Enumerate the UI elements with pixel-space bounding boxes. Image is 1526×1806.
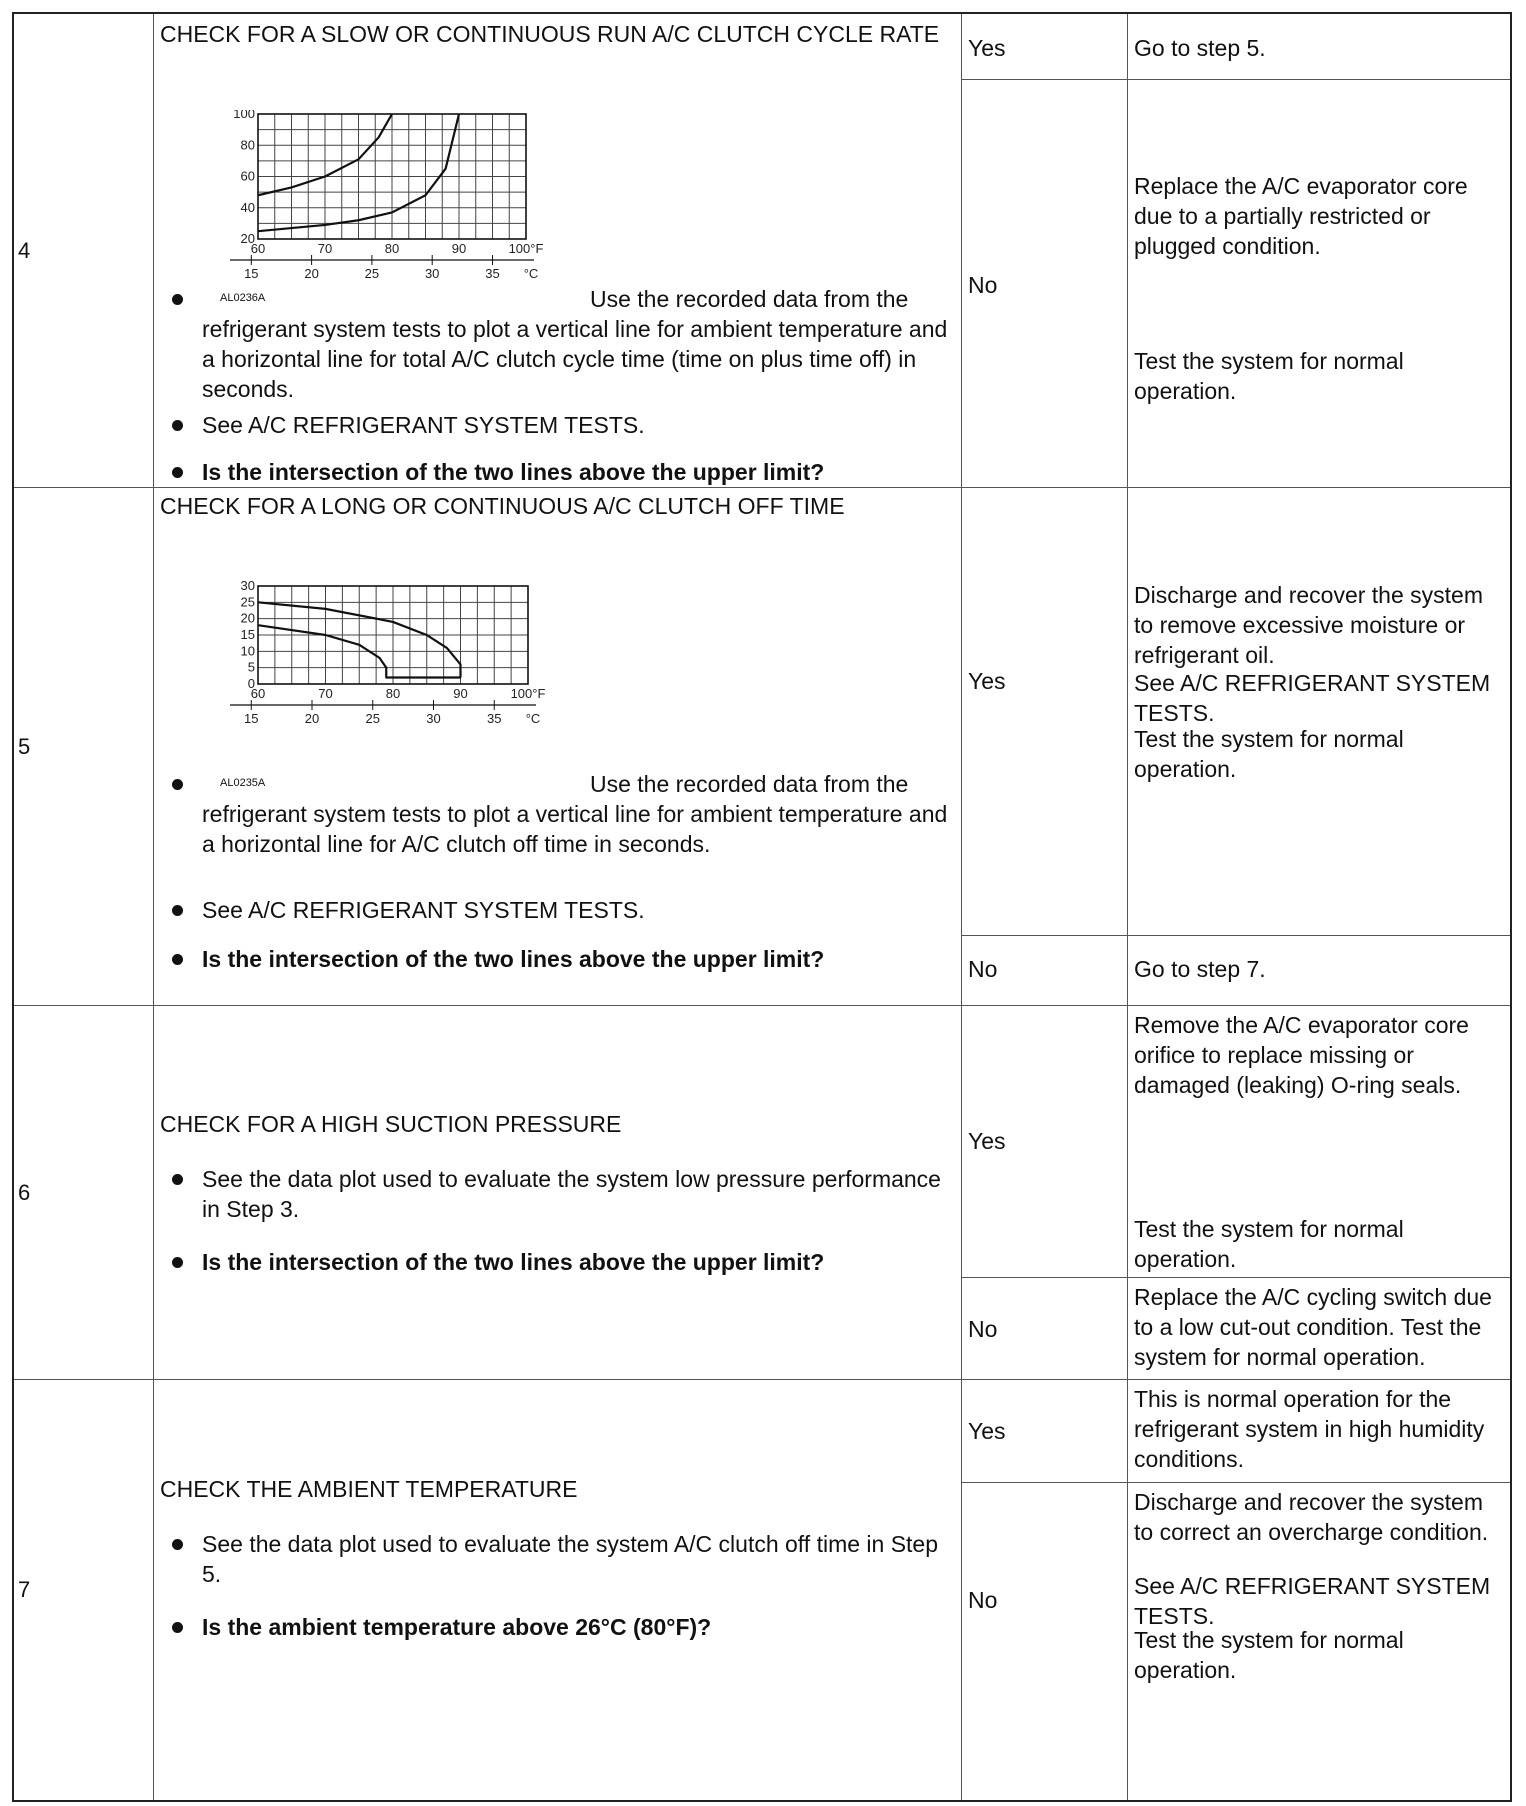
step-number-cell [14,1380,154,1800]
y-tick-label: 0 [247,676,255,691]
step-row-5 [14,488,1510,1006]
x-tick-label-fahrenheit: 80 [384,241,400,256]
result-cell [962,1380,1128,1800]
x-tick-label-celsius: °C [525,711,541,726]
step-heading: CHECK FOR A SLOW OR CONTINUOUS RUN A/C CLUTCH CYCLE RATE [160,21,940,47]
no-action-text: Go to step 7. [1134,956,1266,982]
reference-bullet [202,1529,952,1589]
instruction-text: Use the recorded data from the refrigerant system tests to plot a vertical line for ambient temperature and a horizontal line for total A/C clutch cycle time (time on plus time off) in seconds. [202,286,948,402]
bullet-dot [172,294,183,305]
no-action [1128,1278,1510,1379]
no-label: No [968,1587,998,1613]
yes-result [962,1006,1127,1278]
yes-label: Yes [968,668,1006,694]
x-tick-label-celsius: 30 [424,266,440,281]
y-tick-label: 30 [240,578,255,593]
x-tick-label-celsius: 20 [304,266,319,281]
step-row-6 [14,1006,1510,1380]
no-action-text-2: Test the system for normal operation. [1134,348,1404,404]
no-action-text: Replace the A/C cycling switch due to a low cut-out condition. Test the system for normal operation. [1134,1284,1492,1370]
step-number: 7 [18,1577,31,1602]
no-action-text-3: Test the system for normal operation. [1134,1627,1404,1683]
question-text: Is the intersection of the two lines above the upper limit? [202,946,825,972]
yes-action [1128,14,1510,80]
action-to-take-cell [1128,488,1510,1005]
yes-action-text: This is normal operation for the refrigerant system in high humidity conditions. [1134,1386,1485,1472]
action-cell [154,1006,962,1379]
instruction-bullet [202,284,952,404]
x-tick-label-fahrenheit: 100°F [510,686,546,701]
step-number: 6 [18,1179,31,1205]
result-cell [962,488,1128,1005]
no-label: No [968,272,998,298]
step-number-cell [14,488,154,1005]
no-action-text-1: Discharge and recover the system to correct an overcharge condition. [1134,1489,1489,1545]
action-to-take-cell [1128,1006,1510,1379]
question-text: Is the ambient temperature above 26°C (80°F)? [202,1614,712,1640]
step-heading: CHECK THE AMBIENT TEMPERATURE [160,1476,578,1502]
y-tick-label: 10 [240,643,255,659]
yes-result [962,1380,1127,1483]
yes-action [1128,488,1510,936]
yes-action-text: Go to step 5. [1134,35,1266,61]
x-tick-label-celsius: 15 [244,266,259,281]
instruction-text: Use the recorded data from the refrigerant system tests to plot a vertical line for ambient temperature and a horizontal line for A/C clutch off time in seconds. [202,771,948,857]
no-result [962,936,1127,1005]
diagnostic-table [12,12,1512,1802]
x-tick-label-fahrenheit: 90 [451,241,467,256]
bullet-dot [172,1174,183,1185]
bullet-dot [172,1539,183,1550]
x-tick-label-celsius: 25 [365,711,380,726]
step-row-7 [14,1380,1510,1800]
question-bullet [202,457,952,487]
yes-result [962,14,1127,80]
no-action-text-1: Replace the A/C evaporator core due to a partially restricted or plugged condition. [1134,173,1468,259]
bullet-dot [172,954,183,965]
reference-bullet [202,1164,952,1224]
x-tick-label-fahrenheit: 70 [317,241,333,256]
step-number-cell [14,1006,154,1379]
action-to-take-cell [1128,14,1510,487]
no-label: No [968,956,998,982]
x-tick-label-celsius: 20 [304,711,320,726]
x-tick-label-fahrenheit: 80 [385,686,401,701]
bullet-dot [172,467,183,478]
x-tick-label-celsius: 30 [426,711,441,726]
no-label: No [968,1316,998,1342]
step-number-cell [14,14,154,487]
yes-action-text-3: Test the system for normal operation. [1134,726,1404,782]
x-tick-label-fahrenheit: 100°F [508,241,544,256]
bullet-dot [172,1257,183,1268]
clutch-off-time-chart [220,576,560,766]
reference-text: See A/C REFRIGERANT SYSTEM TESTS. [202,897,645,923]
y-tick-label: 80 [240,137,255,153]
question-bullet [202,1247,952,1277]
figure-id: AL0235A [220,777,266,789]
action-cell [154,14,962,487]
figure-id: AL0236A [220,292,266,304]
no-action [1128,80,1510,487]
reference-bullet [202,895,952,925]
no-result [962,80,1127,487]
x-tick-label-fahrenheit: 60 [250,241,266,256]
step-heading: CHECK FOR A LONG OR CONTINUOUS A/C CLUTCH OFF TIME [160,493,845,519]
x-tick-label-celsius: 15 [244,711,259,726]
reference-text: See the data plot used to evaluate the system A/C clutch off time in Step 5. [202,1531,939,1587]
yes-label: Yes [968,1418,1006,1444]
bullet-dot [172,1622,183,1633]
y-tick-label: 60 [240,168,255,184]
yes-action-text-1: Discharge and recover the system to remove excessive moisture or refrigerant oil. [1134,582,1483,668]
bullet-dot [172,420,183,431]
y-tick-label: 20 [240,610,255,626]
action-cell [154,488,962,1005]
bullet-dot [172,905,183,916]
question-bullet [202,1612,952,1642]
bullet-dot [172,779,183,790]
question-text: Is the intersection of the two lines above the upper limit? [202,1249,825,1275]
no-result [962,1483,1127,1800]
y-tick-label: 15 [240,627,255,642]
no-action-text-2: See A/C REFRIGERANT SYSTEM TESTS. [1134,1573,1491,1629]
question-bullet [202,944,952,974]
y-tick-label: 40 [240,199,255,215]
action-cell [154,1380,962,1800]
y-tick-label: 25 [240,594,255,610]
x-tick-label-celsius: °C [523,266,539,281]
yes-action-text-1: Remove the A/C evaporator core orifice to replace missing or damaged (leaking) O-ring seals. [1134,1012,1469,1098]
x-tick-label-celsius: 35 [487,711,502,726]
step-number: 4 [18,237,31,263]
reference-bullet [202,410,952,440]
action-to-take-cell [1128,1380,1510,1800]
step-heading: CHECK FOR A HIGH SUCTION PRESSURE [160,1111,622,1137]
yes-action-text-2: See A/C REFRIGERANT SYSTEM TESTS. [1134,670,1491,726]
instruction-bullet [202,769,952,859]
y-tick-label: 100 [233,110,255,121]
yes-action [1128,1380,1510,1483]
reference-text: See A/C REFRIGERANT SYSTEM TESTS. [202,412,645,438]
yes-result [962,488,1127,936]
step-number: 5 [18,733,31,759]
x-tick-label-fahrenheit: 60 [250,686,266,701]
cycle-rate-chart [220,110,560,295]
yes-label: Yes [968,35,1006,61]
y-tick-label: 5 [247,659,255,675]
result-cell [962,14,1128,487]
question-text: Is the intersection of the two lines above the upper limit? [202,459,825,485]
yes-action-text-2: Test the system for normal operation. [1134,1216,1404,1272]
yes-label: Yes [968,1128,1006,1154]
yes-action [1128,1006,1510,1278]
x-tick-label-celsius: 25 [364,266,380,281]
x-tick-label-fahrenheit: 70 [318,686,333,701]
x-tick-label-fahrenheit: 90 [453,686,468,701]
reference-text: See the data plot used to evaluate the system low pressure performance in Step 3. [202,1166,941,1222]
no-result [962,1278,1127,1379]
step-row-4 [14,14,1510,488]
no-action [1128,1483,1510,1800]
no-action [1128,936,1510,1005]
result-cell [962,1006,1128,1379]
x-tick-label-celsius: 35 [485,266,500,281]
y-tick-label: 20 [240,231,255,246]
